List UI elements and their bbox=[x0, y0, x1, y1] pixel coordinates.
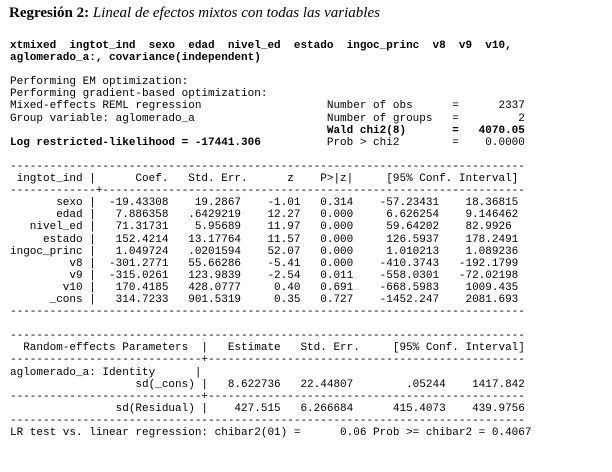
random-rule-top: ------------------------------------------------------------------------------ bbox=[10, 330, 525, 343]
fixed-header: ingtot_ind | Coef. Std. Err. z P>|z| [95% Conf. Interval] bbox=[10, 173, 519, 186]
fixed-row-cons: _cons | 314.7233 901.5319 0.35 0.727 -1452.247 2081.693 bbox=[10, 293, 519, 306]
log-model-obs: Mixed-effects REML regression Number of obs = 2337 bbox=[10, 100, 525, 113]
fixed-row-sexo: sexo | -19.43308 19.2867 -1.01 0.314 -57.23431 18.36815 bbox=[10, 197, 519, 210]
random-group-label: aglomerado_a: Identity | bbox=[10, 366, 202, 379]
log-wald-chi2: Wald chi2(8) = 4070.05 bbox=[10, 124, 525, 137]
title-subtitle: Lineal de efectos mixtos con todas las variables bbox=[92, 5, 380, 21]
regression-title bbox=[9, 5, 380, 22]
log-restricted-likelihood: Log restricted-likelihood = -17441.306 bbox=[10, 136, 261, 149]
command-line-1: xtmixed ingtot_ind sexo edad nivel_ed estado ingoc_princ v8 v9 v10, bbox=[10, 40, 512, 52]
command-line-2: aglomerado_a:, covariance(independent) bbox=[10, 52, 261, 65]
log-gradient-optimization: Performing gradient-based optimization: bbox=[10, 88, 268, 101]
fixed-row-v9: v9 | -315.0261 123.9839 -2.54 0.011 -558.0301 -72.02198 bbox=[10, 269, 519, 282]
random-row-sd-residual: sd(Residual) | 427.515 6.266684 415.4073 439.9756 bbox=[10, 402, 525, 415]
stata-output bbox=[10, 40, 532, 439]
log-prob-chi2: Prob > chi2 = 0.0000 bbox=[260, 136, 525, 149]
fixed-row-ingoc-princ: ingoc_princ | 1.049724 .0201594 52.07 0.000 1.010213 1.089236 bbox=[10, 245, 519, 258]
log-em-optimization: Performing EM optimization: bbox=[10, 76, 189, 89]
random-separator-2: -----------------------------+------------------------------------------------ bbox=[10, 390, 525, 403]
fixed-rule-top: ------------------------------------------------------------------------------ bbox=[10, 160, 525, 173]
title-label: Regresión 2: bbox=[9, 5, 90, 21]
fixed-row-edad: edad | 7.886358 .6429219 12.27 0.000 6.626254 9.146462 bbox=[10, 209, 519, 222]
fixed-row-v10: v10 | 170.4185 428.0777 0.40 0.691 -668.5983 1009.435 bbox=[10, 281, 519, 294]
random-rule-bottom: ------------------------------------------------------------------------------ bbox=[10, 414, 525, 427]
fixed-row-v8: v8 | -301.2771 55.66286 -5.41 0.000 -410.3743 -192.1799 bbox=[10, 257, 519, 270]
random-separator: -----------------------------+------------------------------------------------ bbox=[10, 354, 525, 367]
fixed-separator: -------------+---------------------------------------------------------------- bbox=[10, 185, 525, 198]
fixed-row-nivel-ed: nivel_ed | 71.31731 5.95689 11.97 0.000 59.64202 82.9926 bbox=[10, 221, 512, 234]
fixed-rule-bottom: ------------------------------------------------------------------------------ bbox=[10, 306, 525, 319]
random-header: Random-effects Parameters | Estimate Std. Err. [95% Conf. Interval] bbox=[10, 342, 525, 355]
random-row-sd-cons: sd(_cons) | 8.622736 22.44807 .05244 1417.842 bbox=[10, 378, 525, 391]
log-group-count: Group variable: aglomerado_a Number of groups = 2 bbox=[10, 112, 525, 125]
fixed-row-estado: estado | 152.4214 13.17764 11.57 0.000 126.5937 178.2491 bbox=[10, 233, 519, 246]
lr-test-line: LR test vs. linear regression: chibar2(01) = 0.06 Prob >= chibar2 = 0.4067 bbox=[10, 427, 532, 439]
